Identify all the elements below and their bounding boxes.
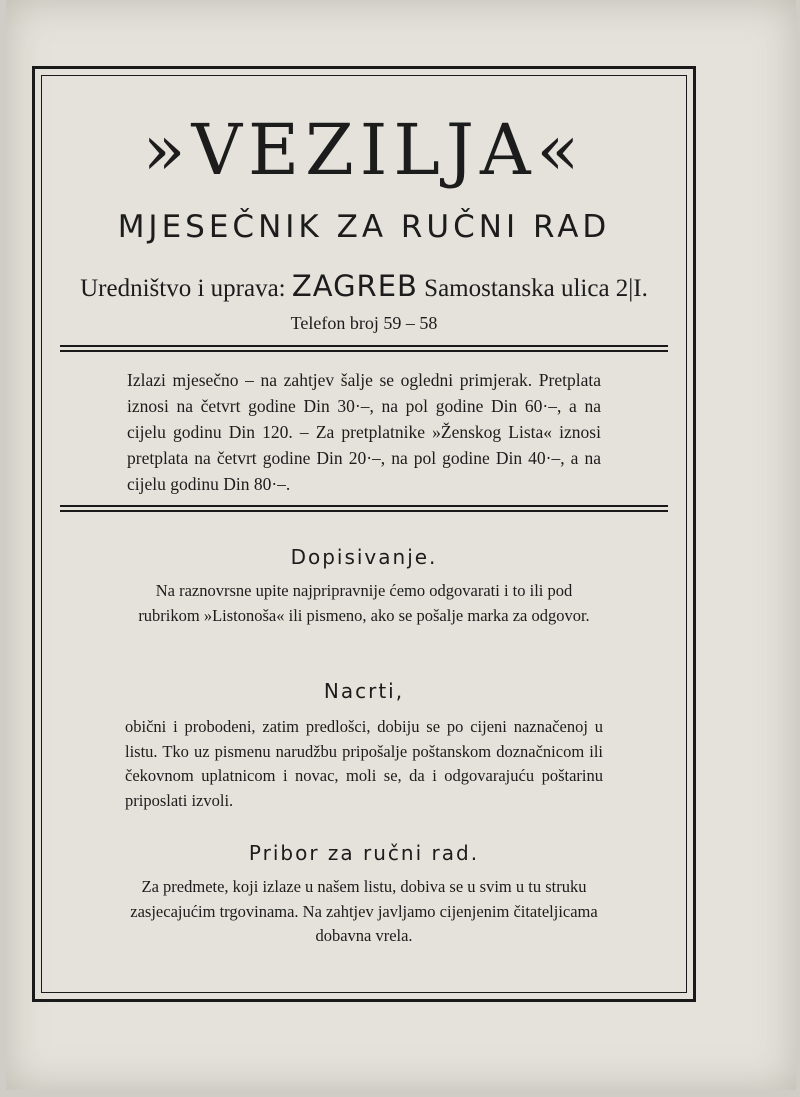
address-prefix: Uredništvo i uprava: (80, 275, 286, 302)
subscription-info (127, 367, 601, 497)
subscription-text: Izlazi mjesečno – na zahtjev šalje se ogledni primjerak. Pretplata iznosi na četvrt godine Din 30·–, na pol godine Din 60·–, a na cijelu godinu Din 120. – Za pretplatnike »Ženskog Lista« iznosi pretplata na četvrt godine Din 20·–, na pol godine Din 40·–, a na cijelu godinu Din 80·–. (127, 370, 601, 494)
frame-content (35, 69, 693, 999)
section-heading-dopisivanje: Dopisivanje. (290, 545, 438, 569)
address-street: Samostanska ulica 2|I. (424, 275, 648, 302)
double-rule-top (60, 345, 668, 347)
page-sheet (6, 0, 796, 1090)
magazine-title: »VEZILJA« (142, 109, 586, 191)
editorial-address (35, 269, 693, 303)
magazine-subtitle: MJESEČNIK ZA RUČNI RAD (117, 209, 611, 245)
section-text-dopisivanje: Na raznovrsne upite najpripravnije ćemo odgovarati i to ili pod rubrikom »Listonoša« ili pismeno, ako se pošalje marka za odgovor. (138, 581, 590, 625)
section-heading-nacrti: Nacrti, (323, 679, 405, 703)
address-city: ZAGREB (291, 269, 418, 303)
double-rule-bottom (60, 505, 668, 507)
section-text-nacrti: obični i probodeni, zatim predlošci, dobiju se po cijeni naznačenoj u listu. Tko uz pismenu narudžbu pripošalje poštanskom doznačnicom ili čekovnom uplatnicom i novac, moli se, da i odgovarajuću poštarinu priposlati izvoli. (125, 717, 603, 810)
phone-number: Telefon broj 59 – 58 (290, 313, 438, 333)
section-heading-pribor: Pribor za ručni rad. (248, 841, 480, 865)
double-border-frame (32, 66, 696, 1002)
section-text-pribor: Za predmete, koji izlaze u našem listu, dobiva se u svim u tu struku zasjecajućim trgovinama. Na zahtjev javljamo cijenjenim čitateljicama dobavna vrela. (130, 877, 598, 945)
